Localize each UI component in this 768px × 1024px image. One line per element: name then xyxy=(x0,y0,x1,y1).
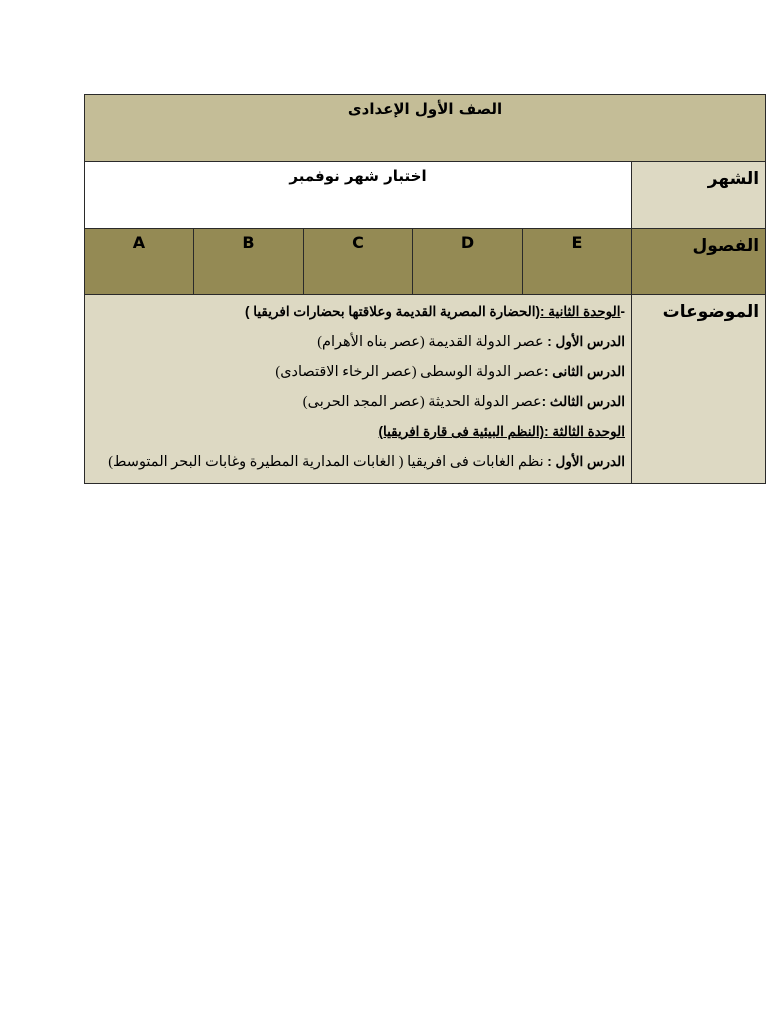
lesson-text: عصر الدولة الوسطى (عصر الرخاء الاقتصادى) xyxy=(275,364,544,380)
topics-label: الموضوعات xyxy=(632,295,766,484)
unit-2-title: (الحضارة المصرية القديمة وعلاقتها بحضارات افريقيا ) xyxy=(244,304,541,319)
title-row xyxy=(85,95,766,162)
lesson-label: الدرس الأول : xyxy=(547,454,625,469)
curriculum-table xyxy=(84,94,766,484)
class-c: C xyxy=(304,229,413,295)
unit-3-title: (النظم البيئية فى قارة افريقيا) xyxy=(378,424,545,439)
class-d: D xyxy=(413,229,523,295)
class-b: B xyxy=(194,229,304,295)
topic-line-unit-3 xyxy=(91,417,625,447)
lesson-text: عصر الدولة الحديثة (عصر المجد الحربى) xyxy=(302,394,542,410)
lesson-text: نظم الغابات فى افريقيا ( الغابات المدارية المطيرة وغابات البحر المتوسط) xyxy=(108,454,548,470)
lesson-label: الدرس الأول : xyxy=(547,334,625,349)
exam-title: اختبار شهر نوفمبر xyxy=(85,162,632,229)
class-e: E xyxy=(523,229,632,295)
lesson-label: الدرس الثالث : xyxy=(541,394,625,409)
unit-3-label: الوحدة الثالثة : xyxy=(544,424,625,439)
topic-line-lesson-2 xyxy=(91,357,625,387)
unit-dash: - xyxy=(620,304,625,319)
class-a: A xyxy=(85,229,194,295)
month-row xyxy=(85,162,766,229)
lesson-text: عصر الدولة القديمة (عصر بناه الأهرام) xyxy=(317,334,548,350)
topic-line-unit-3-lesson-1 xyxy=(91,447,625,477)
topics-content xyxy=(85,295,632,484)
month-label: الشهر xyxy=(632,162,766,229)
topic-line-lesson-1 xyxy=(91,327,625,357)
grade-title: الصف الأول الإعدادى xyxy=(85,95,766,162)
lesson-label: الدرس الثانى : xyxy=(543,364,625,379)
topic-line-lesson-3 xyxy=(91,387,625,417)
classes-label: الفصول xyxy=(632,229,766,295)
topic-line-unit-2 xyxy=(91,297,625,327)
classes-row xyxy=(85,229,766,295)
topics-row xyxy=(85,295,766,484)
unit-2-label: الوحدة الثانية : xyxy=(540,304,621,319)
